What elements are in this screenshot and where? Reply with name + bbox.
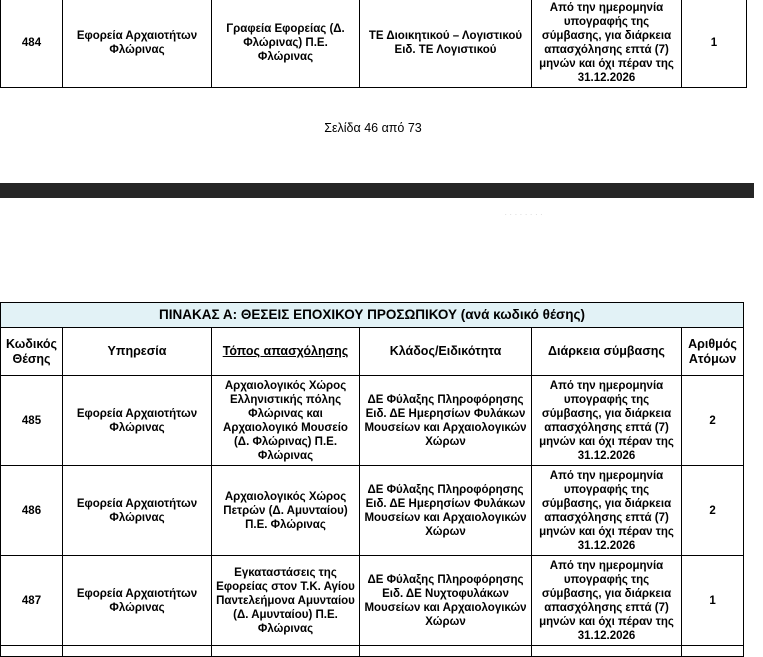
- specialty-cell: ΔΕ Φύλαξης Πληροφόρησης Ειδ. ΔΕ Ημερησίων Φυλάκων Μουσείων και Αρχαιολογικών Χώρων: [360, 466, 532, 556]
- header-persons: Αριθμός Ατόμων: [682, 328, 744, 376]
- specialty-cell: ΔΕ Φύλαξης Πληροφόρησης Ειδ. ΔΕ Νυχτοφυλάκων Μουσείων και Αρχαιολογικών Χώρων: [360, 556, 532, 646]
- duration-cell: Από την ημερομηνία υπογραφής της σύμβασης, για διάρκεια απασχόλησης επτά (7) μηνών και όχι πέραν της 31.12.2026: [532, 556, 682, 646]
- location-cell: Εγκαταστάσεις της Εφορείας στον Τ.Κ. Αγίου Παντελεήμονα Αμυνταίου (Δ. Αμυνταίου) Π.Ε. Φλώρινας: [212, 556, 360, 646]
- header-code: Κωδικός Θέσης: [1, 328, 63, 376]
- persons-cell: 2: [682, 466, 744, 556]
- duration-cell: Από την ημερομηνία υπογραφής της σύμβασης, για διάρκεια απασχόλησης επτά (7) μηνών και όχι πέραν της 31.12.2026: [532, 376, 682, 466]
- previous-page-table: [0, 0, 747, 88]
- table-title-row: [1, 303, 744, 328]
- position-code: 484: [1, 0, 63, 88]
- persons-cell: 2: [682, 376, 744, 466]
- duration-cell: Από την ημερομηνία υπογραφής της σύμβασης, για διάρκεια απασχόλησης επτά (7) μηνών και όχι πέραν της 31.12.2026: [532, 0, 682, 88]
- position-code: 485: [1, 376, 63, 466]
- specialty-cell: ΤΕ Διοικητικού – Λογιστικού Ειδ. ΤΕ Λογιστικού: [360, 0, 532, 88]
- table-row: [1, 376, 744, 466]
- header-specialty: Κλάδος/Ειδικότητα: [360, 328, 532, 376]
- position-code: 487: [1, 556, 63, 646]
- scan-artifact: · · · · · · · ·: [505, 212, 544, 218]
- page-separator: [0, 183, 754, 198]
- table-row-cut: [1, 646, 744, 657]
- header-row: [1, 328, 744, 376]
- table-row: [1, 556, 744, 646]
- page-number: Σελίδα 46 από 73: [324, 121, 422, 135]
- table-row: [1, 466, 744, 556]
- duration-cell: Από την ημερομηνία υπογραφής της σύμβασης, για διάρκεια απασχόλησης επτά (7) μηνών και όχι πέραν της 31.12.2026: [532, 466, 682, 556]
- position-code: 486: [1, 466, 63, 556]
- service-cell: Εφορεία Αρχαιοτήτων Φλώρινας: [63, 376, 212, 466]
- location-cell: Γραφεία Εφορείας (Δ. Φλώρινας) Π.Ε. Φλώρινας: [212, 0, 360, 88]
- header-location: Τόπος απασχόλησης: [212, 328, 360, 376]
- persons-cell: 1: [682, 0, 747, 88]
- service-cell: Εφορεία Αρχαιοτήτων Φλώρινας: [63, 466, 212, 556]
- location-cell: Αρχαιολογικός Χώρος Ελληνιστικής πόλης Φλώρινας και Αρχαιολογικό Μουσείο (Δ. Φλώρινας) Π.Ε. Φλώρινας: [212, 376, 360, 466]
- service-cell: Εφορεία Αρχαιοτήτων Φλώρινας: [63, 556, 212, 646]
- table-row: [1, 0, 747, 88]
- table-title: ΠΙΝΑΚΑΣ Α: ΘΕΣΕΙΣ ΕΠΟΧΙΚΟΥ ΠΡΟΣΩΠΙΚΟΥ (ανά κωδικό θέσης): [1, 303, 744, 328]
- header-duration: Διάρκεια σύμβασης: [532, 328, 682, 376]
- persons-cell: 1: [682, 556, 744, 646]
- specialty-cell: ΔΕ Φύλαξης Πληροφόρησης Ειδ. ΔΕ Ημερησίων Φυλάκων Μουσείων και Αρχαιολογικών Χώρων: [360, 376, 532, 466]
- service-cell: Εφορεία Αρχαιοτήτων Φλώρινας: [63, 0, 212, 88]
- header-service: Υπηρεσία: [63, 328, 212, 376]
- location-cell: Αρχαιολογικός Χώρος Πετρών (Δ. Αμυνταίου) Π.Ε. Φλώρινας: [212, 466, 360, 556]
- positions-table: [0, 302, 744, 657]
